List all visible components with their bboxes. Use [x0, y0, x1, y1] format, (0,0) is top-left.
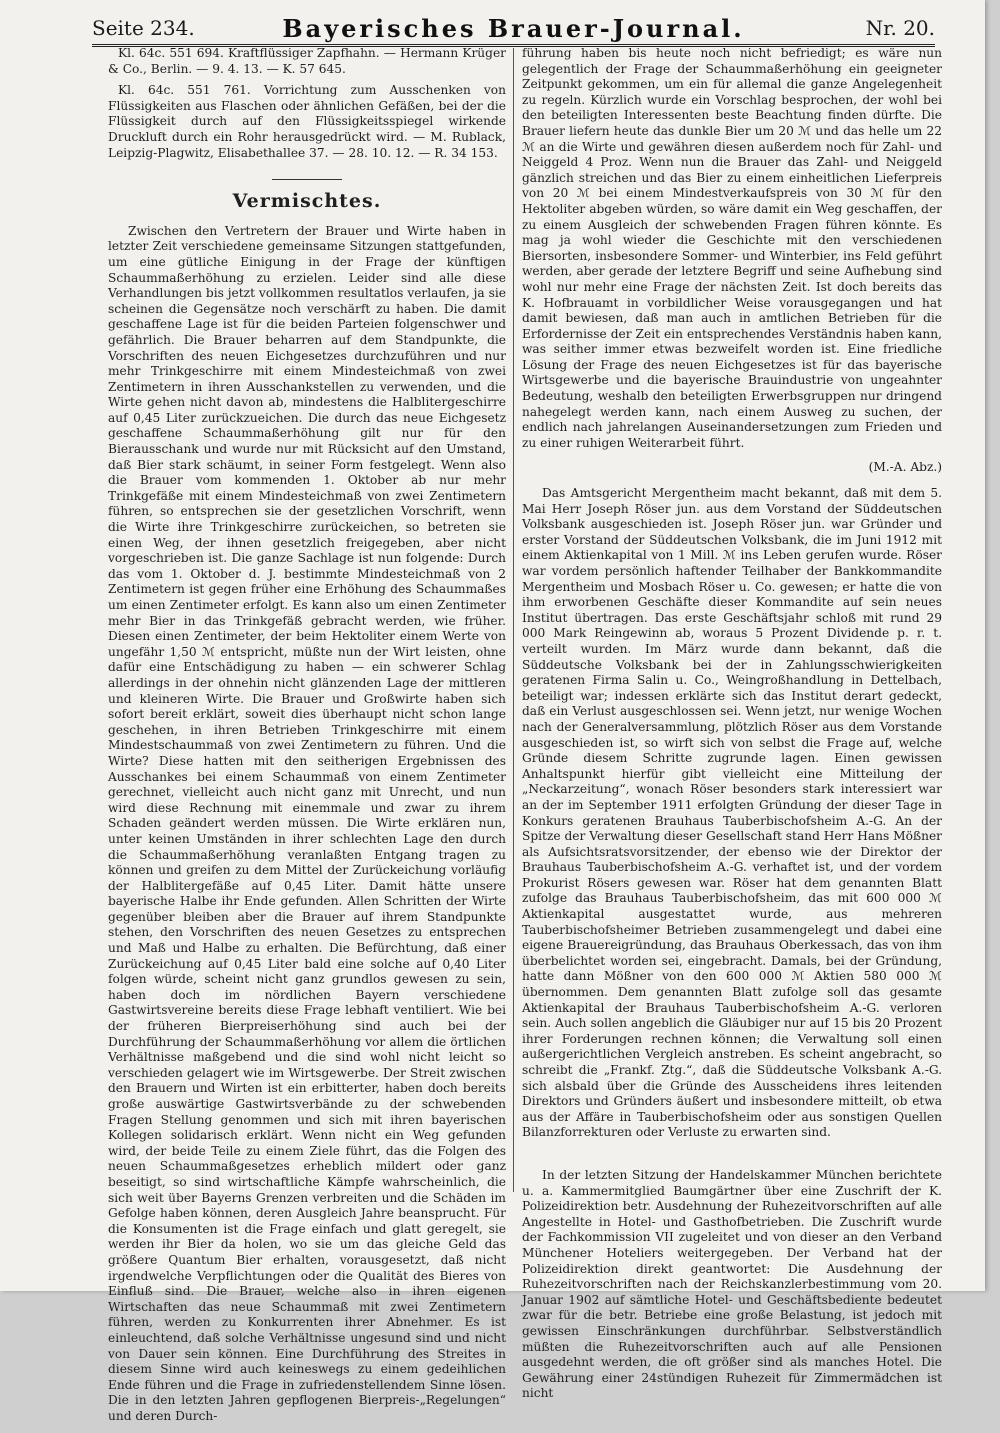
left-column — [108, 46, 506, 1433]
column-divider — [513, 48, 514, 1192]
article-schaummass-continued: führung haben bis heute noch nicht befriedigt; es wäre nun gelegentlich der Frage der Schaummaßerhöhung ein geeigneter Zeitpunkt gekommen, um ein für allemal die ganze Angelegenheit zu regeln. Kürzlich wurde ein Vorschlag besprochen, der wohl bei den beteiligten Interessenten beste Beachtung finden dürfte. Die Brauer liefern heute das dunkle Bier um 20 ℳ und das helle um 22 ℳ an die Wirte und gewähren diesen außerdem noch für Zahl- und Neiggeld 4 Proz. Wenn nun die Brauer das Zahl- und Neiggeld gänzlich streichen und das Bier zu einem einheitlichen Lieferpreis von 20 ℳ bei einem Mindestverkaufspreis von 30 ℳ für den Hektoliter abgeben würden, so wäre damit ein Weg geschaffen, der zu einem Ausgleich der schwebenden Fragen führen könnte. Es mag ja wohl wieder die Geschichte mit den verschiedenen Biersorten, insbesondere Sommer- und Winterbier, ins Feld geführt werden, aber gerade der letztere Begriff und seine Aufhebung sind wohl nur mehr eine Frage der nächsten Zeit. Ist doch bereits das K. Hofbrauamt in vorbildlicher Weise vorausgegangen und hat damit bewiesen, daß man auch in amtlichen Betrieben für die Erfordernisse der Zeit ein entsprechendes Verständnis haben kann, was seither immer etwas bezweifelt worden ist. Eine friedliche Lösung der Frage des neuen Eichgesetzes ist für das bayerische Wirtsgewerbe und die bayerische Brauindustrie von ungeahnter Bedeutung, weshalb den beteiligten Erwerbsgruppen nur dringend nahegelegt werden kann, nach einem Ausweg zu suchen, der endlich nach jahrelangen Auseinandersetzungen zum Frieden und zu einer ruhigen Weiterarbeit führt. — [522, 46, 942, 450]
page-header — [92, 14, 935, 47]
section-divider — [272, 179, 342, 180]
journal-title: Bayerisches Brauer-Journal. — [282, 14, 745, 43]
article-schaummass: Zwischen den Vertretern der Brauer und Wirte haben in letzter Zeit verschiedene gemeinsame Sitzungen stattgefunden, um eine gütliche Einigung in der Frage der künftigen Schaummaßerhöhung zu erzielen. Leider sind alle diese Verhandlungen bis jetzt vollkommen resultatlos verlaufen, ja sie scheinen die Gegensätze noch verschärft zu haben. Die damit geschaffene Lage ist für die beiden Parteien folgenschwer und gefährlich. Die Brauer beharren auf dem Standpunkte, die Vorschriften des neuen Eichgesetzes durchzuführen und nur mehr Trinkgeschirre mit einem Mindesteichmaß von zwei Zentimetern in ihren Ausschankstellen zu verwenden, und die Wirte gehen nicht davon ab, mindestens die Halblitergeschirre auf 0,45 Liter zurückzueichen. Die durch das neue Eichgesetz geschaffene Schaummaßerhöhung gilt nur für den Bierausschank und wurde nur mit Rücksicht auf den Umstand, daß Bier stark schäumt, in seiner Form festgelegt. Wenn also die Brauer vom kommenden 1. Oktober ab nur mehr Trinkgefäße mit einem Mindesteichmaß von zwei Zentimetern führen, so entsprechen sie der gesetzlichen Vorschrift, wenn die Wirte ihre Trinkgeschirre zurückeichen, so betreten sie einen Weg, der ihnen gesetzlich freigegeben, aber nicht vorgeschrieben ist. Die ganze Sachlage ist nun folgende: Durch das vom 1. Oktober d. J. bestimmte Mindesteichmaß von 2 Zentimetern ist gegen früher eine Erhöhung des Schaummaßes um einen Zentimeter erfolgt. Es kann also um einen Zentimeter mehr Bier in das Trinkgefäß gebracht werden, wie früher. Diesen einen Zentimeter, der beim Hektoliter einem Werte von ungefähr 1,50 ℳ entspricht, müßte nun der Wirt leisten, ohne dafür eine Entschädigung zu haben — ein schwerer Schlag allerdings in der ohnehin nicht glänzenden Lage der mittleren und kleineren Wirte. Die Brauer und Großwirte haben sich sofort bereit erklärt, soweit dies überhaupt nicht schon lange geschehen, in ihren Betrieben Trinkgeschirre mit einem Mindestschaummaß von zwei Zentimetern zu führen. Und die Wirte? Diese hatten mit den seitherigen Ergebnissen des Ausschankes bei einem Schaummaß von einem Zentimeter gerechnet, vielleicht auch nicht ganz mit Unrecht, und nun wird diese Rechnung mit einemmale und zwar zu ihrem Schaden geändert werden müssen. Die Wirte erklären nun, unter keinen Umständen in ihrer schlechten Lage den durch die Schaummaßerhöhung veranlaßten Entgang tragen zu können und greifen zu dem Mittel der Zurückeichung vorläufig der Halblitergefäße auf 0,45 Liter. Damit hätte unsere bayerische Halbe ihr Ende gefunden. Allen Schritten der Wirte gegenüber bleiben aber die Brauer auf ihrem Standpunkte stehen, den Vorschriften des neuen Gesetzes zu entsprechen und Maß und Halbe zu erhalten. Die Befürchtung, daß einer Zurückeichung auf 0,45 Liter bald eine solche auf 0,40 Liter folgen würde, scheint nicht ganz grundlos gewesen zu sein, haben doch im nördlichen Bayern verschiedene Gastwirtsvereine bereits diese Frage lebhaft ventiliert. Wie bei der früheren Bierpreiserhöhung sind auch bei der Durchführung der Schaummaßerhöhung vor allem die örtlichen Verhältnisse maßgebend und die sind wohl nicht leicht so verschieden gelagert wie im Wirtsgewerbe. Der Streit zwischen den Brauern und Wirten ist ein erbitterter, haben doch bereits große auswärtige Gastwirtsverbände zu der schwebenden Fragen Stellung genommen und sich mit ihren bayerischen Kollegen solidarisch erklärt. Wenn nicht ein Weg gefunden wird, der beide Teile zu einem Ziele führt, das die Folgen des neuen Schaummaßgesetzes erheblich mildert oder ganz beseitigt, so sind wirtschaftliche Kämpfe wahrscheinlich, die sich weit über Bayerns Grenzen verbreiten und die Schäden im Gefolge haben können, deren Ausgleich Jahre beansprucht. Für die Konsumenten ist die Frage einfach und glatt geregelt, sie werden ihr Bier da holen, wo sie um das gleiche Geld das größere Quantum Bier erhalten, vorausgesetzt, daß nicht irgendwelche Verpflichtungen oder die Qualität des Bieres von Einfluß sind. Die Brauer, welche also in ihren eigenen Wirtschaften das neue Schaummaß mit zwei Zentimetern führen, werden zu Konkurrenten ihrer Abnehmer. Es ist einleuchtend, daß solche Verhältnisse ungesund sind und nicht von Dauer sein können. Eine Durchführung des Streites in diesem Sinne wird auch keineswegs zu einem gedeihlichen Ende führen und die Frage in zufriedenstellendem Sinne lösen. Die in den letzten Jahren gepflogenen Bierpreis-„Regelungen“ und deren Durch- — [108, 223, 506, 1423]
article-mergentheim: Das Amtsgericht Mergentheim macht bekannt, daß mit dem 5. Mai Herr Joseph Röser jun. aus dem Vorstand der Süddeutschen Volksbank ausgeschieden ist. Joseph Röser jun. war Gründer und erster Vorstand der Süddeutschen Volksbank, die im Juni 1912 mit einem Aktienkapital von 1 Mill. ℳ ins Leben gerufen wurde. Röser war vordem persönlich haftender Teilhaber der Bankkommandite Mergentheim und Mosbach Röser u. Co. gewesen; er hatte die von ihm erworbenen Geschäfte dieser Kommandite auf sein neues Institut übertragen. Das erste Geschäftsjahr schloß mit rund 29 000 Mark Reingewinn ab, woraus 5 Prozent Dividende p. r. t. verteilt wurden. Im März wurde dann bekannt, daß die Süddeutsche Volksbank bei der in Zahlungsschwierigkeiten geratenen Firma Salin u. Co., Weingroßhandlung in Dettelbach, beteiligt war; indessen erklärte sich das Institut derart gedeckt, daß ein Verlust ausgeschlossen sei. Wenn jetzt, nur wenige Wochen nach der Generalversammlung, plötzlich Röser aus dem Vorstande ausgeschieden ist, so wirft sich von selbst die Frage auf, welche Gründe diesem Schritte zugrunde lagen. Einen gewissen Anhaltspunkt hierfür gibt vielleicht eine Mitteilung der „Neckarzeitung“, wonach Röser besonders stark interessiert war an der im September 1911 erfolgten Gründung der dieser Tage in Konkurs geratenen Brauhaus Tauberbischofsheim A.-G. An der Spitze der Verwaltung dieser Gesellschaft stand Herr Hans Mößner als Aufsichtsratsvorsitzender, der ebenso wie der Direktor der Brauhaus Tauberbischofsheim A.-G. verhaftet ist, und der vordem Prokurist Rösers gewesen war. Röser hat dem genannten Blatt zufolge das Brauhaus Tauberbischofsheim, das mit 600 000 ℳ Aktienkapital ausgestattet wurde, aus mehreren Tauberbischofsheimer Betrieben zusammengelegt und dabei eine eigene Brauereigründung, das Brauhaus Oberkessach, das von ihm überbelichtet worden sei, eingebracht. Damals, bei der Gründung, hatte dann Mößner von den 600 000 ℳ Aktien 580 000 ℳ übernommen. Dem genannten Blatt zufolge soll das gesamte Aktienkapital der Brauhaus Tauberbischofsheim A.-G. verloren sein. Auch sollen angeblich die Gläubiger nur auf 15 bis 20 Prozent ihrer Forderungen rechnen können; die Verwaltung soll einen außergerichtlichen Vergleich anstreben. Es scheint angebracht, so schreibt die „Frankf. Ztg.“, daß die Süddeutsche Volksbank A.-G. sich alsbald über die Gründe des Ausscheidens ihres leitenden Direktors und Gründers äußert und insbesondere mitteilt, ob etwa aus der Affäre in Tauberbischofsheim oder aus sonstigen Quellen Bilanzforrekturen oder Verluste zu erwarten sind. — [522, 486, 942, 1140]
issue-number: Nr. 20. — [865, 16, 935, 40]
section-title-vermischtes: Vermischtes. — [232, 190, 382, 213]
article-source: (M.-A. Abz.) — [868, 460, 942, 475]
page-number: Seite 234. — [92, 16, 195, 40]
right-column — [522, 46, 942, 1411]
patent-entry-551694: Kl. 64c. 551 694. Kraftflüssiger Zapfhahn. — Hermann Krüger & Co., Berlin. — 9. 4. 13. — K. 57 645. — [108, 46, 506, 76]
patent-entry-551761: Kl. 64c. 551 761. Vorrichtung zum Ausschenken von Flüssigkeiten aus Flaschen oder ähnlichen Gefäßen, bei der die Flüssigkeit durch auf den Flüssigkeitsspiegel wirkende Druckluft durch ein Rohr herausgedrückt wird. — M. Rublack, Leipzig-Plagwitz, Elisabethallee 37. — 28. 10. 12. — R. 34 153. — [108, 83, 506, 160]
article-handelskammer: In der letzten Sitzung der Handelskammer München berichtete u. a. Kammermitglied Baumgärtner über eine Zuschrift der K. Polizeidirektion betr. Ausdehnung der Ruhezeitvorschriften auf alle Angestellte in Hotel- und Gasthofbetrieben. Die Zuschrift wurde der Fachkommission VII zugeleitet und von dieser an den Verband Münchener Hoteliers weitergegeben. Der Verband hat der Polizeidirektion direkt geantwortet: Die Ausdehnung der Ruhezeitvorschriften nach der Reichskanzlerbestimmung vom 20. Januar 1902 auf sämtliche Hotel- und Geschäftsbediente bedeutet zwar für die betr. Betriebe eine große Belastung, ist jedoch mit gewissen Einschränkungen durchführbar. Selbstverständlich müßten die Ruhezeitvorschriften auch auf alle Pensionen ausgedehnt werden, die oft größer sind als manches Hotel. Die Gewährung einer 24stündigen Ruhezeit für Zimmermädchen ist nicht — [522, 1167, 942, 1401]
